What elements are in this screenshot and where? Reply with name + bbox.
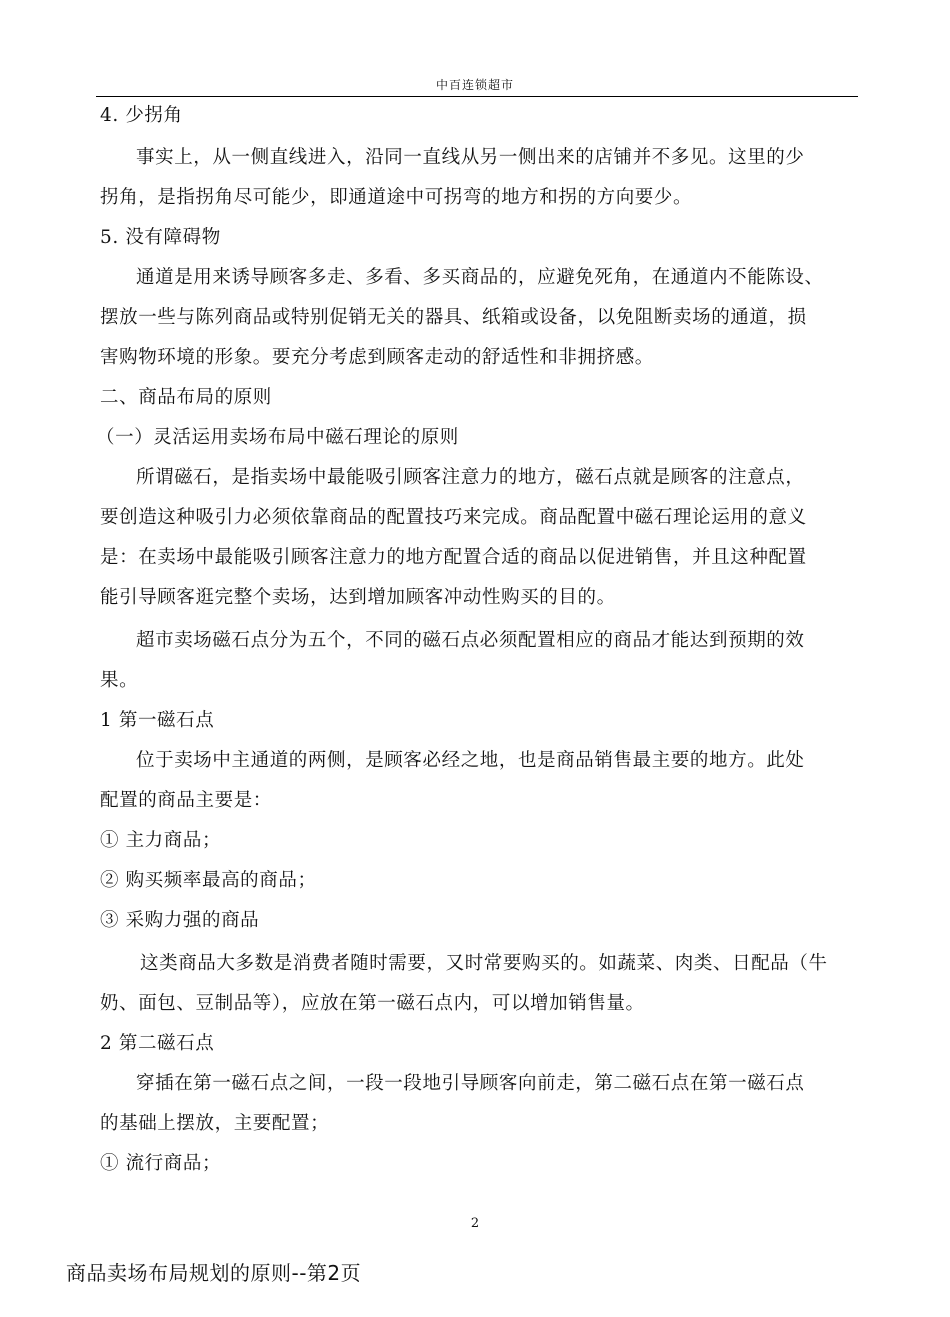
list-item: ① 流行商品； [100, 1153, 222, 1174]
paragraph-line: 要创造这种吸引力必须依靠商品的配置技巧来完成。商品配置中磁石理论运用的意义 [100, 507, 807, 528]
heading-magnet-2: 2 第二磁石点 [100, 1033, 215, 1054]
paragraph-line: 是：在卖场中最能吸引顾客注意力的地方配置合适的商品以促进销售，并且这种配置 [100, 547, 807, 568]
paragraph-line: 能引导顾客逛完整个卖场，达到增加顾客冲动性购买的目的。 [100, 587, 616, 608]
paragraph-line: 所谓磁石，是指卖场中最能吸引顾客注意力的地方，磁石点就是顾客的注意点， [136, 467, 805, 488]
paragraph-line: 位于卖场中主通道的两侧，是顾客必经之地，也是商品销售最主要的地方。此处 [136, 750, 805, 771]
subsection-heading: （一）灵活运用卖场布局中磁石理论的原则 [96, 427, 459, 448]
list-item: ② 购买频率最高的商品； [100, 870, 317, 891]
page-number: 2 [470, 1216, 480, 1231]
paragraph-line: 穿插在第一磁石点之间，一段一段地引导顾客向前走，第二磁石点在第一磁石点 [136, 1073, 805, 1094]
header-rule [96, 96, 858, 97]
paragraph-line: 奶、面包、豆制品等），应放在第一磁石点内，可以增加销售量。 [100, 993, 645, 1014]
paragraph-line: 通道是用来诱导顾客多走、多看、多买商品的，应避免死角，在通道内不能陈设、 [136, 267, 824, 288]
paragraph-line: 超市卖场磁石点分为五个，不同的磁石点必须配置相应的商品才能达到预期的效 [136, 630, 805, 651]
paragraph-line: 摆放一些与陈列商品或特别促销无关的器具、纸箱或设备，以免阻断卖场的通道，损 [100, 307, 807, 328]
paragraph-line: 害购物环境的形象。要充分考虑到顾客走动的舒适性和非拥挤感。 [100, 347, 654, 368]
section-heading: 二、商品布局的原则 [100, 387, 272, 408]
header-title: 中百连锁超市 [435, 78, 514, 92]
paragraph-line: 的基础上摆放，主要配置； [100, 1113, 330, 1134]
paragraph-line: 配置的商品主要是： [100, 790, 272, 811]
list-item: ① 主力商品； [100, 830, 222, 851]
paragraph-line: 事实上，从一侧直线进入，沿同一直线从另一侧出来的店铺并不多见。这里的少 [136, 147, 805, 168]
footer-caption: 商品卖场布局规划的原则--第2页 [66, 1261, 362, 1285]
heading-4: 4. 少拐角 [100, 105, 183, 126]
heading-5: 5. 没有障碍物 [100, 227, 221, 248]
paragraph-line: 果。 [100, 670, 139, 691]
list-item: ③ 采购力强的商品 [100, 910, 260, 931]
paragraph-line: 这类商品大多数是消费者随时需要，又时常要购买的。如蔬菜、肉类、日配品（牛 [140, 953, 828, 974]
paragraph-line: 拐角，是指拐角尽可能少，即通道途中可拐弯的地方和拐的方向要少。 [100, 187, 693, 208]
heading-magnet-1: 1 第一磁石点 [100, 710, 215, 731]
